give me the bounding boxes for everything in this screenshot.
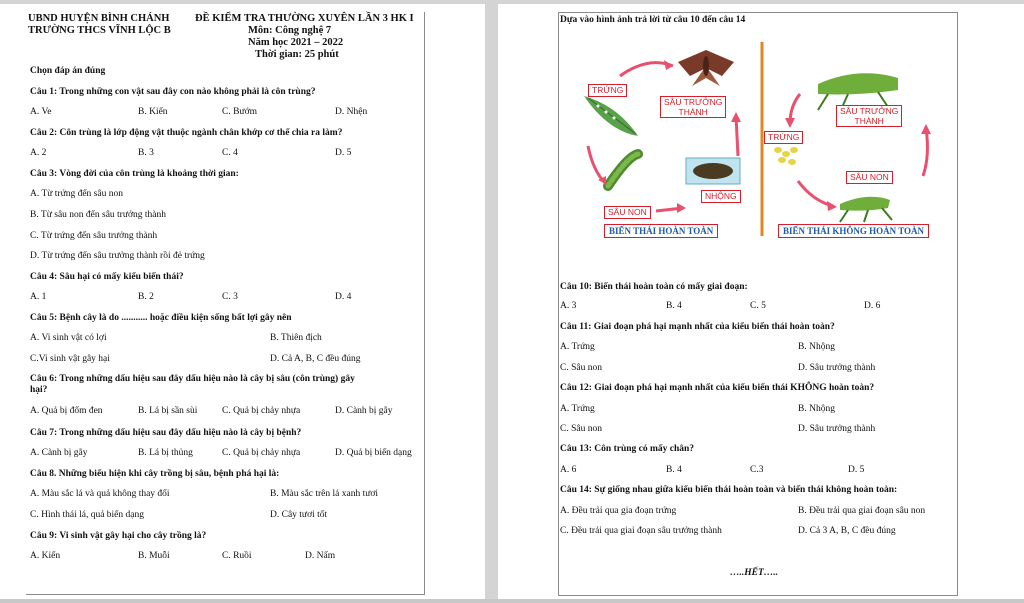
answer-option: C. Hình thái lá, quả biến dạng — [30, 510, 144, 520]
exam-title: ĐỀ KIỂM TRA THƯỜNG XUYÊN LẦN 3 HK I — [195, 13, 414, 24]
answer-option: D. Từ trứng đến sâu trưởng thành rồi đẻ trứng — [30, 251, 205, 261]
question-4: Câu 4: Sâu hại có mấy kiểu biến thái? — [30, 272, 184, 282]
answer-option: C.Vi sinh vật gây hại — [30, 354, 110, 364]
answer-option: D. Cây tươi tốt — [270, 510, 328, 520]
answer-option: C. Từ trứng đến sâu trưởng thành — [30, 231, 158, 241]
answer-option: C. Sâu non — [560, 424, 602, 434]
answer-option: B. Lá bị thủng — [138, 448, 193, 458]
answer-option: B. Thiên địch — [270, 333, 322, 343]
document-page-right — [498, 4, 1024, 603]
school-department: UBND HUYỆN BÌNH CHÁNH — [28, 13, 170, 24]
question-13: Câu 13: Côn trùng có mấy chân? — [560, 444, 695, 454]
exam-year: Năm học 2021 – 2022 — [248, 37, 344, 48]
answer-option: D. 5 — [848, 465, 865, 475]
answer-option: C. 3 — [222, 292, 238, 302]
answer-option: C. Bướm — [222, 107, 257, 117]
answer-option: A. 3 — [560, 301, 577, 311]
answer-option: A. 6 — [560, 465, 577, 475]
caption-complete-metamorphosis: BIẾN THÁI HOÀN TOÀN — [604, 224, 718, 238]
answer-option: C. 4 — [222, 148, 238, 158]
answer-option: A. Vi sinh vật có lợi — [30, 333, 107, 343]
answer-option: B. 3 — [138, 148, 154, 158]
answer-option: D. Cả 3 A, B, C đều đúng — [798, 526, 896, 536]
label-adult-line2: THÀNH — [854, 116, 884, 126]
window-bottom-edge — [0, 599, 1024, 603]
answer-option: A. Trứng — [560, 404, 595, 414]
answer-option: D. Nấm — [305, 551, 336, 561]
answer-option: D. 6 — [864, 301, 881, 311]
question-3: Câu 3: Vòng đời của côn trùng là khoảng thời gian: — [30, 169, 239, 179]
answer-option: A. Đều trải qua gia đoạn trứng — [560, 506, 677, 516]
answer-option: A. 2 — [30, 148, 47, 158]
answer-option: C. Sâu non — [560, 363, 602, 373]
label-pupa: NHỘNG — [701, 190, 741, 203]
question-7: Câu 7: Trong những dấu hiệu sau đây dấu hiệu nào là cây bị bệnh? — [30, 428, 302, 438]
document-page-left — [0, 4, 485, 603]
exam-time: Thời gian: 25 phút — [255, 49, 339, 60]
pupa-icon — [686, 158, 740, 184]
answer-option: D. Cả A, B, C đều đúng — [270, 354, 361, 364]
answer-option: A. Ve — [30, 107, 52, 117]
question-5: Câu 5: Bệnh cây là do ........... hoặc điều kiện sống bất lợi gây nên — [30, 313, 292, 323]
answer-option: C. Ruồi — [222, 551, 252, 561]
answer-option: B. Nhộng — [798, 342, 835, 352]
school-name: TRƯỜNG THCS VĨNH LỘC B — [28, 25, 171, 36]
answer-option: A. Trứng — [560, 342, 595, 352]
answer-option: D. 5 — [335, 148, 352, 158]
answer-option: B. 4 — [666, 465, 682, 475]
answer-option: A. 1 — [30, 292, 47, 302]
answer-option: A. Màu sắc lá và quả không thay đổi — [30, 489, 170, 499]
label-adult-line1: SÂU TRƯỞNG — [664, 97, 723, 107]
answer-option: C. 5 — [750, 301, 766, 311]
question-2: Câu 2: Côn trùng là lớp động vật thuộc ngành chân khớp cơ thể chia ra làm? — [30, 128, 343, 138]
question-6: Câu 6: Trong những dấu hiệu sau đây dấu hiệu nào là cây bị sâu (côn trùng) gây — [30, 374, 355, 384]
answer-option: D. Sâu trưởng thành — [798, 363, 876, 373]
label-adult-line1: SÂU TRƯỞNG — [840, 106, 899, 116]
moth-icon — [678, 50, 734, 86]
answer-option: A. Cành bị gãy — [30, 448, 88, 458]
answer-option: B. 4 — [666, 301, 682, 311]
caption-incomplete-metamorphosis: BIẾN THÁI KHÔNG HOÀN TOÀN — [778, 224, 929, 238]
question-12: Câu 12: Giai đoạn phá hại mạnh nhất của kiểu biến thái KHÔNG hoàn toàn? — [560, 383, 875, 393]
grasshopper-nymph-icon — [840, 197, 892, 222]
label-adult-incomplete — [836, 105, 902, 127]
page-border — [26, 12, 425, 595]
answer-option: D. Nhện — [335, 107, 368, 117]
answer-option: B. 2 — [138, 292, 154, 302]
answer-option: C. Đều trải qua giai đoạn sâu trưởng thành — [560, 526, 722, 536]
answer-option: B. Đều trải qua giai đoạn sâu non — [798, 506, 926, 516]
answer-option: D. Sâu trưởng thành — [798, 424, 876, 434]
answer-option: C. Quả bị chảy nhựa — [222, 406, 301, 416]
label-egg-complete: TRỨNG — [588, 84, 627, 97]
answer-option: D. Quả bị biến dạng — [335, 448, 412, 458]
leaf-egg-icon — [584, 96, 638, 136]
label-adult-line2: THÀNH — [678, 107, 708, 117]
answer-option: D. Cành bị gãy — [335, 406, 393, 416]
end-mark: …..HẾT….. — [730, 568, 779, 578]
answer-option: C.3 — [750, 465, 764, 475]
label-egg-incomplete: TRỨNG — [764, 131, 803, 144]
question-14: Câu 14: Sự giống nhau giữa kiểu biến thái hoàn toàn và biến thái không hoàn toàn: — [560, 485, 898, 495]
answer-option: A. Kiến — [30, 551, 61, 561]
answer-option: B. Muỗi — [138, 551, 170, 561]
question-8: Câu 8. Những biểu hiện khi cây trồng bị sâu, bệnh phá hại là: — [30, 469, 280, 479]
label-larva-incomplete: SÂU NON — [846, 171, 893, 184]
diagram-intro: Dựa vào hình ảnh trả lời từ câu 10 đến câu 14 — [560, 15, 746, 25]
label-adult-complete — [660, 96, 726, 118]
eggs-icon — [774, 147, 798, 165]
answer-option: B. Từ sâu non đến sâu trưởng thành — [30, 210, 166, 220]
label-larva-complete: SÂU NON — [604, 206, 651, 219]
exam-subject: Môn: Công nghệ 7 — [248, 25, 332, 36]
answer-option: A. Quả bị đốm đen — [30, 406, 103, 416]
answer-option: D. 4 — [335, 292, 352, 302]
question-10: Câu 10: Biến thái hoàn toàn có mấy giai đoạn: — [560, 282, 748, 292]
answer-option: C. Quả bị chảy nhựa — [222, 448, 301, 458]
caterpillar-icon — [608, 154, 638, 186]
metamorphosis-diagram — [578, 36, 948, 246]
answer-option: B. Nhộng — [798, 404, 835, 414]
instruction: Chọn đáp án đúng — [30, 66, 106, 76]
answer-option: A. Từ trứng đến sâu non — [30, 189, 123, 199]
question-9: Câu 9: Vi sinh vật gây hại cho cây trồng là? — [30, 531, 207, 541]
answer-option: B. Lá bị sần sùi — [138, 406, 198, 416]
question-11: Câu 11: Giai đoạn phá hại mạnh nhất của kiểu biến thái hoàn toàn? — [560, 322, 835, 332]
answer-option: B. Kiến — [138, 107, 168, 117]
question-1: Câu 1: Trong những con vật sau đây con nào không phải là côn trùng? — [30, 87, 316, 97]
question-6-cont: hại? — [30, 385, 48, 395]
answer-option: B. Màu sắc trên lá xanh tươi — [270, 489, 379, 499]
